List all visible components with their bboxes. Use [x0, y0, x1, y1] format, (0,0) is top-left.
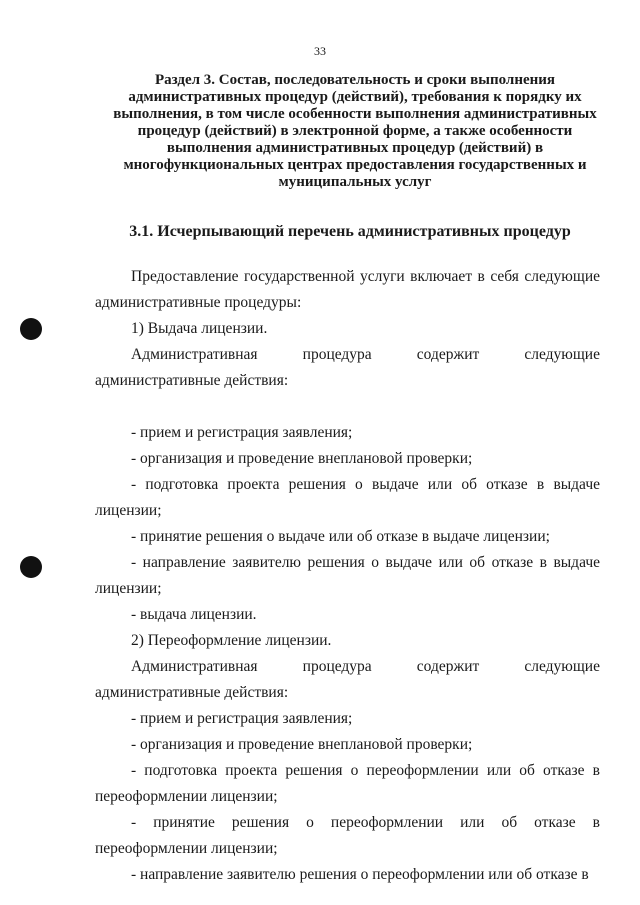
paragraph: Административная процедура содержит следующие административные действия: [95, 658, 600, 701]
list-item: - принятие решения о переоформлении или об отказе в переоформлении лицензии; [95, 814, 600, 857]
paragraph: Предоставление государственной услуги включает в себя следующие административные процедуры: [95, 268, 600, 311]
page-number: 33 [314, 44, 326, 58]
list-item: - выдача лицензии. [131, 606, 257, 623]
list-item: - подготовка проекта решения о переоформлении или об отказе в переоформлении лицензии; [95, 762, 600, 805]
list-item: - организация и проведение внеплановой проверки; [131, 736, 473, 753]
list-item: - прием и регистрация заявления; [131, 424, 353, 441]
list-item: - принятие решения о выдаче или об отказе в выдаче лицензии; [131, 528, 550, 545]
list-item: - прием и регистрация заявления; [131, 710, 353, 727]
list-item: - направление заявителю решения о выдаче или об отказе в выдаче лицензии; [95, 554, 600, 597]
section-title: Раздел 3. Состав, последовательность и сроки выполнения административных процедур (действий), требования к порядку их выполнения, в том числе особенности выполнения административных процедур (действий) в электронной форме, а также особенности выполнения административных процедур (действий) в многофункциональных центрах предоставления государственных и муниципальных услуг [113, 72, 597, 190]
punch-hole-mark [20, 318, 42, 340]
list-item: - организация и проведение внеплановой проверки; [131, 450, 473, 467]
paragraph: 1) Выдача лицензии. [131, 320, 268, 337]
subsection-title: 3.1. Исчерпывающий перечень административных процедур [129, 223, 571, 240]
list-item: - направление заявителю решения о переоформлении или об отказе в [131, 866, 589, 883]
list-item: - подготовка проекта решения о выдаче или об отказе в выдаче лицензии; [95, 476, 600, 519]
paragraph: 2) Переоформление лицензии. [131, 632, 332, 649]
paragraph: Административная процедура содержит следующие административные действия: [95, 346, 600, 389]
document-body [95, 264, 600, 888]
punch-hole-mark [20, 556, 42, 578]
